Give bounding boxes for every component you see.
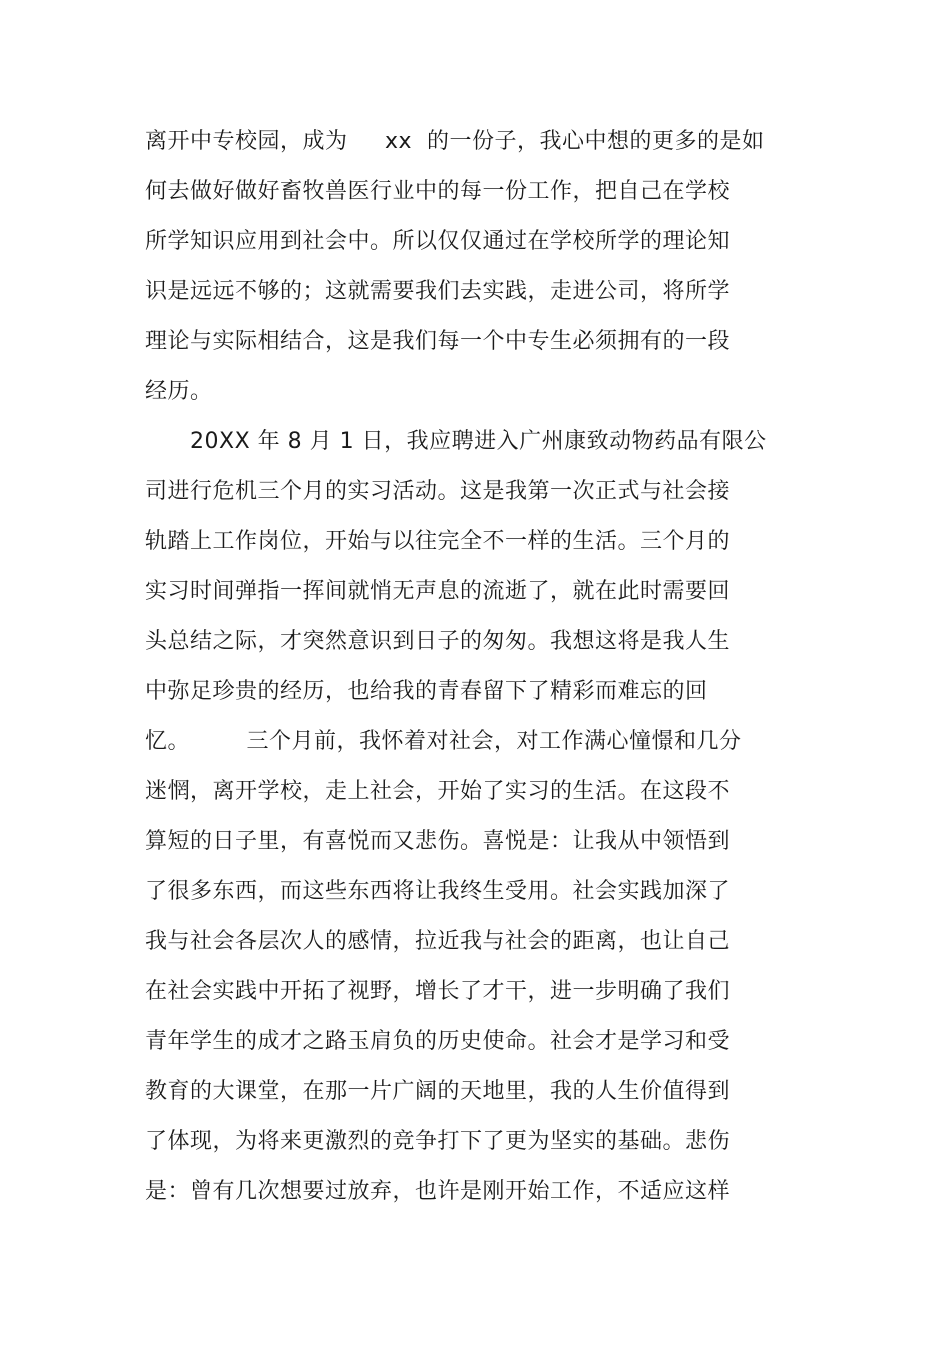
text-line-20: 教育的大课堂，在那一片广阔的天地里，我的人生价值得到 bbox=[145, 1079, 731, 1104]
text-line-6: 经历。 bbox=[145, 379, 213, 404]
text-line-4: 识是远远不够的；这就需要我们去实践，走进公司，将所学 bbox=[145, 279, 731, 304]
text-line-10: 实习时间弹指一挥间就悄无声息的流逝了，就在此时需要回 bbox=[145, 579, 731, 604]
text-line-8: 司进行危机三个月的实习活动。这是我第一次正式与社会接 bbox=[145, 479, 731, 504]
text-line-18: 在社会实践中开拓了视野，增长了才干，进一步明确了我们 bbox=[145, 979, 731, 1004]
text-line-21: 了体现，为将来更激烈的竞争打下了更为坚实的基础。悲伤 bbox=[145, 1129, 731, 1154]
text-line-7: 20XX 年 8 月 1 日，我应聘进入广州康致动物药品有限公 bbox=[145, 429, 767, 454]
text-line-16: 了很多东西，而这些东西将让我终生受用。社会实践加深了 bbox=[145, 879, 731, 904]
text-line-14: 迷惘，离开学校，走上社会，开始了实习的生活。在这段不 bbox=[145, 779, 731, 804]
text-line-15: 算短的日子里，有喜悦而又悲伤。喜悦是：让我从中领悟到 bbox=[145, 829, 731, 854]
text-line-11: 头总结之际，才突然意识到日子的匆匆。我想这将是我人生 bbox=[145, 629, 731, 654]
text-line-9: 轨踏上工作岗位，开始与以往完全不一样的生活。三个月的 bbox=[145, 529, 731, 554]
text-line-19: 青年学生的成才之路玉肩负的历史使命。社会才是学习和受 bbox=[145, 1029, 731, 1054]
text-line-13: 忆。 三个月前，我怀着对社会，对工作满心憧憬和几分 bbox=[145, 729, 742, 754]
text-line-3: 所学知识应用到社会中。所以仅仅通过在学校所学的理论知 bbox=[145, 229, 731, 254]
text-line-1: 离开中专校园，成为 xx 的一份子，我心中想的更多的是如 bbox=[145, 129, 765, 154]
text-line-5: 理论与实际相结合，这是我们每一个中专生必须拥有的一段 bbox=[145, 329, 731, 354]
text-line-12: 中弥足珍贵的经历，也给我的青春留下了精彩而难忘的回 bbox=[145, 679, 708, 704]
text-line-2: 何去做好做好畜牧兽医行业中的每一份工作，把自己在学校 bbox=[145, 179, 731, 204]
text-line-22: 是：曾有几次想要过放弃，也许是刚开始工作，不适应这样 bbox=[145, 1179, 731, 1204]
text-line-17: 我与社会各层次人的感情，拉近我与社会的距离，也让自己 bbox=[145, 929, 731, 954]
